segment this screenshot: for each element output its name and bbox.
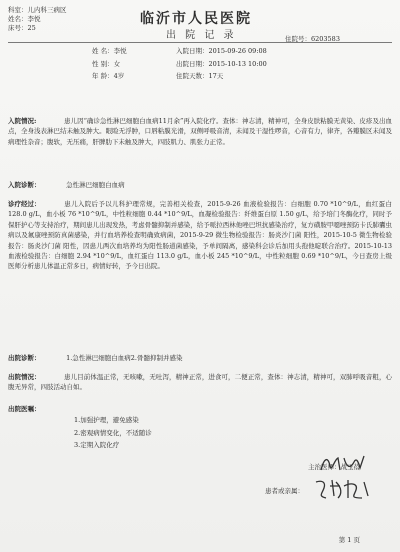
admission-heading: 入院情况: xyxy=(8,117,37,125)
stay-days: 住院天数：17天 xyxy=(176,72,224,80)
name-label: 姓名：李悦 xyxy=(8,15,41,23)
header-left-block xyxy=(8,6,67,33)
discharge-date: 出院日期：2015-10-13 10:00 xyxy=(176,59,267,68)
header-divider xyxy=(8,42,392,43)
admission-text: 患儿因“确诊急性淋巴细胞白血病11月余”再入院化疗。查体：神志清，精神可，全身皮肤粘膜无黄染、皮疹及出血点，全身浅表淋巴结未触及肿大。眼睑无浮肿，口唇粘膜光滑，双侧呼吸音清，未闻及干湿性啰音，心音有力，律齐，各瓣膜区未闻及病理性杂音；腹软，无压痛，肝脾肋下未触及肿大，四肢肌力、肌张力正常。 xyxy=(8,117,392,146)
discharge-condition-section xyxy=(8,372,392,393)
course-section xyxy=(8,199,392,272)
attending-doctor: 主治医师：战玉蓓 xyxy=(308,463,360,471)
discharge-condition-heading: 出院情况： xyxy=(8,373,41,381)
discharge-condition-text: 患儿目前体温正常，无咳嗽，无吐泻，精神正常，进食可，二便正常，查体：神志清，精神可，双肺呼吸音粗，心腹无异常，四肢活动自如。 xyxy=(8,373,392,392)
patient-name: 姓 名：李悦 xyxy=(92,47,127,55)
document-title: 出 院 记 录 xyxy=(166,30,237,41)
orders-section xyxy=(8,404,392,452)
inpatient-number: 住院号：6203583 xyxy=(285,35,340,43)
order-item: 1.加强护理，避免感染 xyxy=(74,416,139,425)
order-item: 3.定期入院化疗 xyxy=(74,441,120,450)
doctor-signature xyxy=(318,452,368,476)
bed-label: 床号：25 xyxy=(8,24,36,32)
course-text: 患儿入院后予以儿科护理常规，完善相关检查，2015-9-26 血液检验报告：白细胞 0.70 *10^9/L，血红蛋白 128.0 g/L，血小板 76 *10^9/L，中性粒细胞 0.44 *10^9/L，血凝检验报告：纤维蛋白原 1.50 g/L，给予培门冬酶化疗，同时予保肝护心等支持治疗，期间患儿出现发热，考虑骨髓抑制并感染，给予哌拉西林他唑巴坦抗感染治疗，复方磺胺甲噁唑预防卡氏肺囊虫病以及氟康唑预防真菌感染，并行血培养检查明确致病菌，2015-9-29 微生物检验报告：肠炎沙门菌 阳性，2015-10-5 微生物检验报告：肠炎沙门菌 阳性，因患儿两次血培养均为阳性肠道菌感染，予单间隔离，感染科会诊后加用头孢他啶联合治疗。2015-10-13 血液检验报告：白细胞 2.94 *10^9/L，血红蛋白 113.0 g/L，血小板 245 *10^9/L，中性粒细胞 0.69 *10^9/L，今日查房上级医师分析患儿体温正常多日，病情好转，予今日出院。 xyxy=(8,200,392,271)
admission-diagnosis-section xyxy=(8,180,392,190)
dept-label: 科室：儿内科三病区 xyxy=(8,6,67,14)
patient-sex: 性 别：女 xyxy=(92,59,121,68)
discharge-diagnosis-heading: 出院诊断： xyxy=(8,354,41,362)
page-number: 第 1 页 xyxy=(338,536,360,544)
patient-age: 年 龄：4岁 xyxy=(92,72,125,80)
family-signature xyxy=(312,476,374,502)
admission-section xyxy=(8,116,392,147)
discharge-diagnosis-item: 1.急性淋巴细胞白血病2.骨髓抑制并感染 xyxy=(66,354,183,362)
patient-family-label: 患者或亲属： xyxy=(265,487,304,495)
course-heading: 诊疗经过： xyxy=(8,200,41,208)
admission-diagnosis-heading: 入院诊断： xyxy=(8,181,41,189)
admission-diagnosis-text: 急性淋巴细胞白血病 xyxy=(66,181,125,189)
hospital-name: 临沂市人民医院 xyxy=(140,11,252,27)
admit-date: 入院日期：2015-09-26 09:08 xyxy=(176,47,267,55)
patient-info xyxy=(92,45,267,83)
discharge-diagnosis-section xyxy=(8,353,392,363)
order-item: 2.密观病情变化，不适随诊 xyxy=(74,428,152,437)
orders-heading: 出院医嘱： xyxy=(8,405,41,413)
